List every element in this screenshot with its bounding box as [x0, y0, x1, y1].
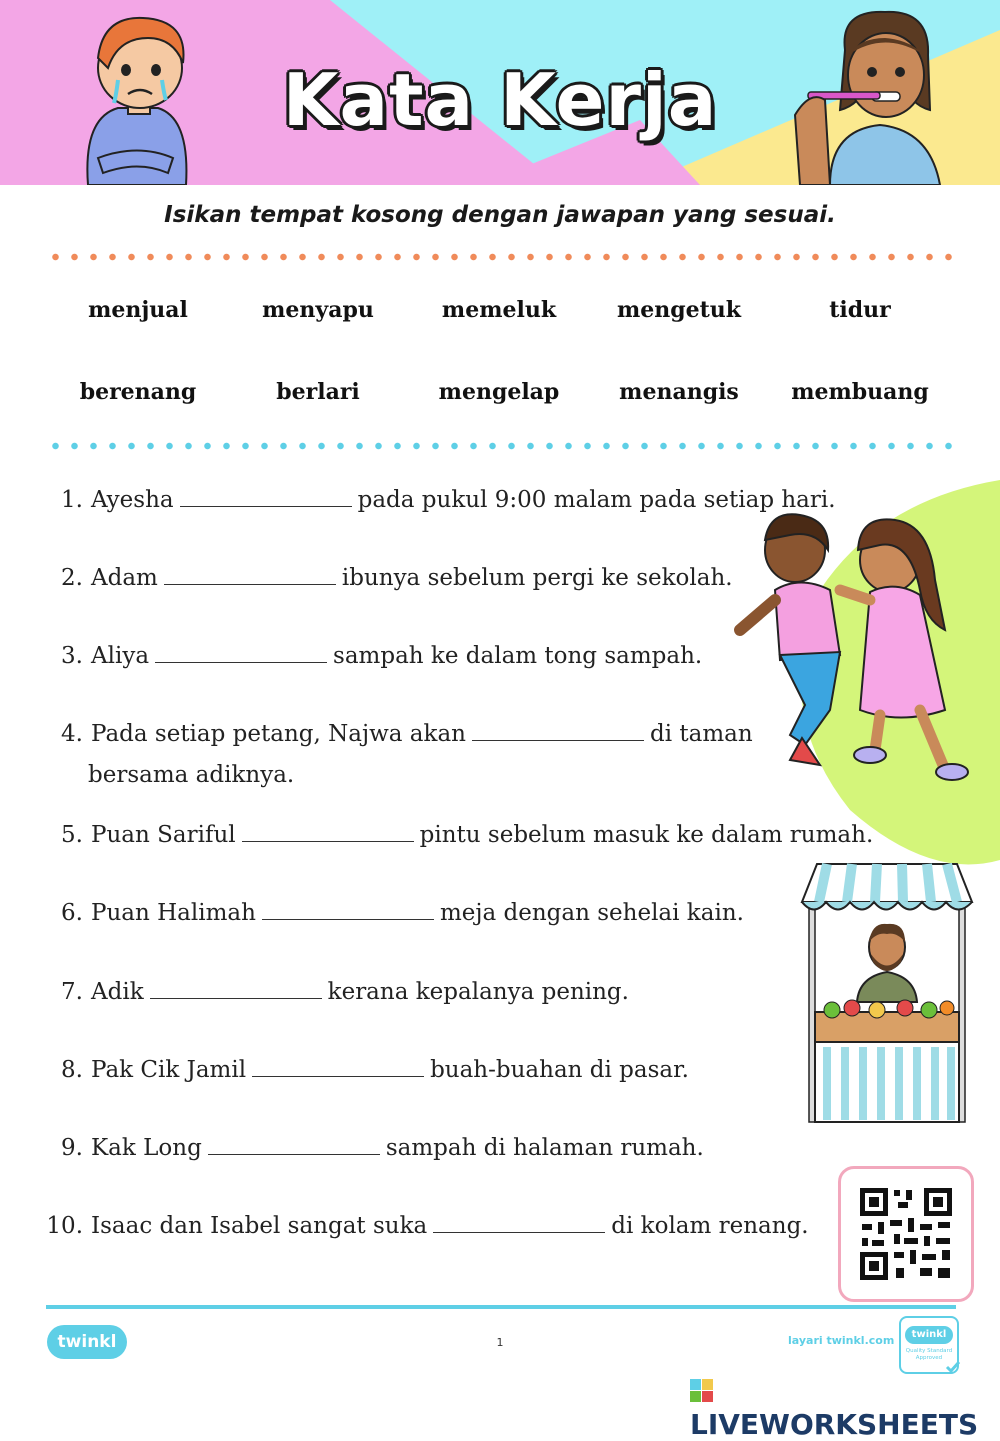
- twinkl-logo[interactable]: twinkl: [47, 1325, 127, 1359]
- answer-blank[interactable]: [155, 642, 327, 663]
- question-text-before: Adam: [91, 565, 158, 591]
- market-stall-illustration: [797, 862, 977, 1124]
- question-text-before: Puan Halimah: [91, 900, 256, 926]
- question-text-after: pintu sebelum masuk ke dalam rumah.: [419, 822, 874, 848]
- question-text-before: Kak Long: [91, 1135, 202, 1161]
- girls-running-illustration: [730, 480, 1000, 870]
- answer-blank[interactable]: [472, 720, 644, 741]
- word-bank-item: membuang: [791, 379, 929, 405]
- question-number: 9.: [61, 1135, 83, 1161]
- answer-blank[interactable]: [242, 821, 414, 842]
- question-text-after: sampah ke dalam tong sampah.: [333, 643, 703, 669]
- question-item: [45, 720, 753, 747]
- question-item: [45, 978, 629, 1005]
- question-text-before: Ayesha: [91, 487, 174, 513]
- answer-blank[interactable]: [150, 978, 322, 999]
- question-text-after: sampah di halaman rumah.: [385, 1135, 704, 1161]
- question-number: 4.: [61, 721, 83, 747]
- question-text-after: pada pukul 9:00 malam pada setiap hari.: [357, 487, 836, 513]
- word-bank-item: berlari: [276, 379, 360, 405]
- question-text-after: di taman: [649, 721, 753, 747]
- question-text-after: kerana kepalanya pening.: [327, 979, 629, 1005]
- question-number: 3.: [61, 643, 83, 669]
- twinkl-link[interactable]: layari twinkl.com: [788, 1334, 895, 1347]
- question-text-before: Adik: [91, 979, 144, 1005]
- word-bank-item: menjual: [88, 297, 188, 323]
- answer-blank[interactable]: [180, 486, 352, 507]
- question-text-before: Pada setiap petang, Najwa akan: [91, 721, 466, 747]
- question-number: 6.: [61, 900, 83, 926]
- qr-code-pattern: [860, 1188, 952, 1280]
- footer-divider: [46, 1305, 956, 1309]
- answer-blank[interactable]: [252, 1056, 424, 1077]
- question-item: [45, 564, 733, 591]
- question-text-after: meja dengan sehelai kain.: [439, 900, 744, 926]
- word-bank-item: mengetuk: [616, 297, 742, 323]
- word-bank-item: berenang: [79, 379, 197, 405]
- question-number: 7.: [61, 979, 83, 1005]
- question-number: 5.: [61, 822, 83, 848]
- badge-logo: twinkl: [905, 1326, 953, 1344]
- question-text-before: Aliya: [91, 643, 150, 669]
- question-text-continued: bersama adiknya.: [88, 762, 295, 788]
- badge-text: Quality Standard Approved: [905, 1348, 953, 1361]
- word-bank-item: tidur: [829, 297, 891, 323]
- liveworksheets-text: LIVEWORKSHEETS: [690, 1408, 979, 1441]
- answer-blank[interactable]: [262, 899, 434, 920]
- liveworksheets-watermark[interactable]: [690, 1375, 1000, 1441]
- qr-code-icon[interactable]: [838, 1166, 974, 1302]
- answer-blank[interactable]: [433, 1212, 605, 1233]
- question-number: 1.: [61, 487, 83, 513]
- header-banner: [0, 0, 1000, 185]
- liveworksheets-logo-icon: [690, 1379, 714, 1403]
- answer-blank[interactable]: [208, 1134, 380, 1155]
- answer-blank[interactable]: [164, 564, 336, 585]
- question-number: 8.: [61, 1057, 83, 1083]
- word-bank-item: mengelap: [438, 379, 560, 405]
- word-bank-item: menyapu: [262, 297, 374, 323]
- question-item: [45, 486, 836, 513]
- page-title: Kata Kerja: [282, 58, 718, 142]
- divider-dots-top: [46, 253, 958, 261]
- quality-badge: [899, 1316, 959, 1374]
- question-text-before: Pak Cik Jamil: [91, 1057, 247, 1083]
- question-text-before: Isaac dan Isabel sangat suka: [91, 1213, 428, 1239]
- question-text-after: ibunya sebelum pergi ke sekolah.: [341, 565, 733, 591]
- question-number: 2.: [61, 565, 83, 591]
- question-item: [45, 1056, 689, 1083]
- girl-brushing-teeth-illustration: [790, 10, 970, 185]
- page-number: 1: [496, 1336, 504, 1349]
- instruction-text: Isikan tempat kosong dengan jawapan yang sesuai.: [164, 202, 836, 228]
- word-bank-item: menangis: [619, 379, 739, 405]
- check-icon: [945, 1360, 961, 1374]
- question-item: [45, 1134, 704, 1161]
- question-text-after: di kolam renang.: [611, 1213, 809, 1239]
- question-item: [45, 821, 873, 848]
- divider-dots-bottom: [46, 442, 958, 450]
- question-text-after: buah-buahan di pasar.: [430, 1057, 689, 1083]
- question-item: [45, 642, 702, 669]
- question-text-before: Puan Sariful: [91, 822, 236, 848]
- word-bank-item: memeluk: [441, 297, 557, 323]
- question-item: [45, 899, 744, 926]
- question-number: 10.: [46, 1213, 83, 1239]
- question-item: [45, 1212, 809, 1239]
